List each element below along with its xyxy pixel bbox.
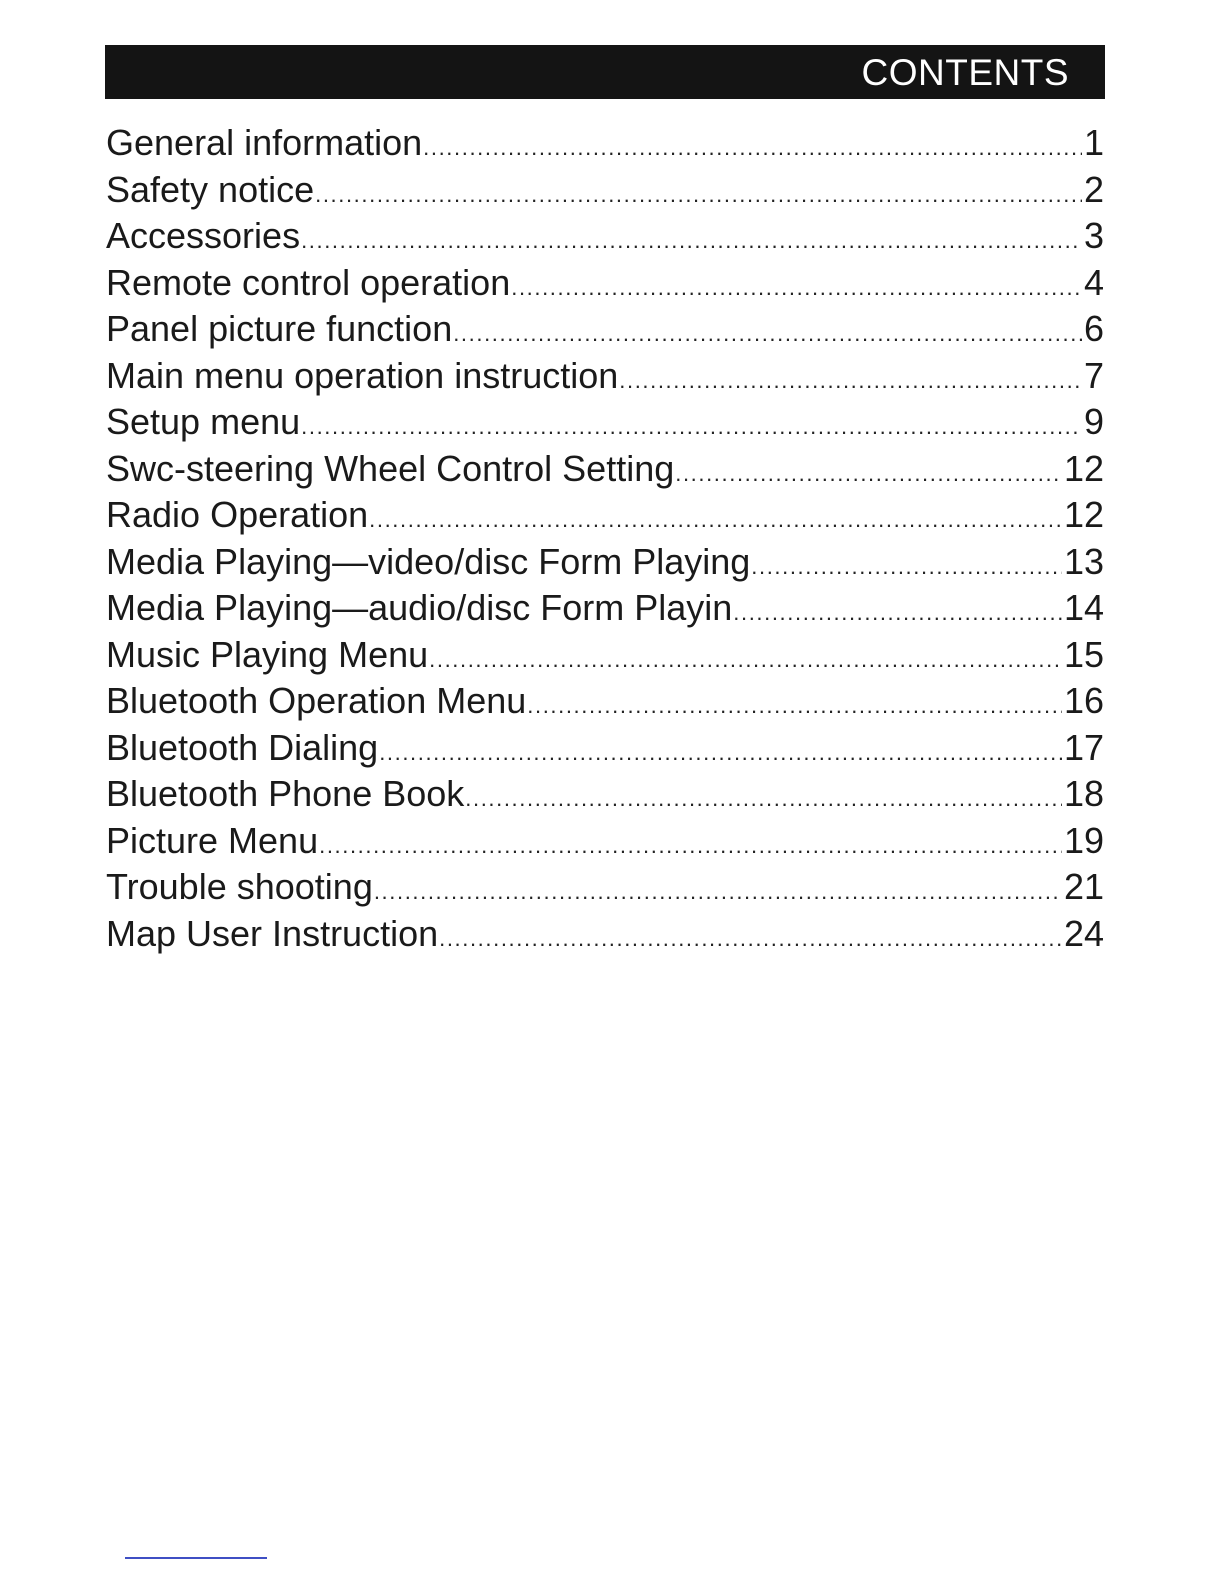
toc-dot-leader [439, 916, 1062, 962]
contents-header-bar [105, 45, 1105, 99]
toc-dot-leader [511, 265, 1082, 311]
toc-entry-page: 24 [1063, 912, 1104, 954]
table-of-contents [106, 120, 1104, 957]
toc-entry-page: 2 [1083, 168, 1104, 210]
toc-entry-picture-menu[interactable] [106, 818, 1104, 865]
toc-entry-title: Bluetooth Phone Book [106, 773, 465, 814]
toc-entry-general-information[interactable] [106, 120, 1104, 167]
toc-entry-radio-operation[interactable] [106, 492, 1104, 539]
toc-entry-panel-picture-function[interactable] [106, 306, 1104, 353]
toc-entry-title: Safety notice [106, 168, 315, 210]
toc-dot-leader [374, 869, 1062, 915]
toc-entry-page: 21 [1063, 866, 1104, 907]
toc-dot-leader [301, 218, 1082, 264]
toc-entry-accessories[interactable] [106, 213, 1104, 260]
toc-entry-page: 1 [1083, 122, 1104, 163]
toc-entry-bluetooth-phone-book[interactable] [106, 771, 1104, 818]
toc-dot-leader [465, 776, 1062, 822]
toc-entry-media-video-disc[interactable] [106, 539, 1104, 586]
toc-entry-page: 9 [1083, 401, 1104, 442]
toc-entry-trouble-shooting[interactable] [106, 864, 1104, 911]
toc-entry-page: 19 [1063, 819, 1104, 861]
toc-entry-title: Bluetooth Operation Menu [106, 680, 527, 721]
toc-dot-leader [527, 683, 1062, 729]
toc-entry-title: Main menu operation instruction [106, 354, 619, 396]
toc-entry-page: 6 [1083, 308, 1104, 349]
footer-rule [125, 1557, 267, 1559]
toc-dot-leader [423, 125, 1082, 171]
toc-entry-map-user-instruction[interactable] [106, 911, 1104, 958]
toc-entry-page: 7 [1083, 354, 1104, 396]
toc-entry-title: General information [106, 122, 423, 163]
toc-entry-bluetooth-dialing[interactable] [106, 725, 1104, 772]
toc-entry-page: 16 [1063, 680, 1104, 721]
toc-entry-steering-wheel-control[interactable] [106, 446, 1104, 493]
toc-entry-title: Panel picture function [106, 308, 453, 349]
toc-entry-bluetooth-operation-menu[interactable] [106, 678, 1104, 725]
toc-entry-title: Media Playing—video/disc Form Playing [106, 540, 751, 582]
toc-entry-title: Bluetooth Dialing [106, 726, 379, 768]
toc-dot-leader [315, 172, 1082, 218]
toc-dot-leader [453, 311, 1082, 357]
toc-entry-page: 12 [1063, 447, 1104, 489]
toc-entry-main-menu-operation[interactable] [106, 353, 1104, 400]
toc-dot-leader [379, 730, 1062, 776]
toc-dot-leader [675, 451, 1062, 497]
toc-entry-title: Media Playing—audio/disc Form Playin [106, 587, 733, 628]
toc-entry-title: Trouble shooting [106, 866, 373, 907]
toc-entry-page: 15 [1063, 633, 1104, 675]
toc-entry-remote-control-operation[interactable] [106, 260, 1104, 307]
toc-entry-page: 17 [1063, 726, 1104, 768]
toc-dot-leader [733, 590, 1062, 636]
toc-dot-leader [619, 358, 1082, 404]
toc-entry-title: Accessories [106, 215, 301, 256]
toc-entry-page: 13 [1063, 540, 1104, 582]
toc-entry-page: 12 [1063, 494, 1104, 535]
toc-entry-media-audio-disc[interactable] [106, 585, 1104, 632]
toc-entry-page: 18 [1063, 773, 1104, 814]
toc-entry-page: 14 [1063, 587, 1104, 628]
toc-entry-title: Map User Instruction [106, 912, 439, 954]
toc-entry-title: Radio Operation [106, 494, 369, 535]
toc-entry-music-playing-menu[interactable] [106, 632, 1104, 679]
toc-dot-leader [369, 497, 1062, 543]
toc-dot-leader [301, 404, 1082, 450]
toc-dot-leader [429, 637, 1062, 683]
toc-entry-setup-menu[interactable] [106, 399, 1104, 446]
toc-entry-title: Picture Menu [106, 819, 319, 861]
toc-entry-title: Remote control operation [106, 261, 511, 303]
toc-dot-leader [319, 823, 1062, 869]
toc-entry-page: 3 [1083, 215, 1104, 256]
toc-entry-safety-notice[interactable] [106, 167, 1104, 214]
toc-entry-title: Setup menu [106, 401, 301, 442]
toc-entry-page: 4 [1083, 261, 1104, 303]
toc-dot-leader [751, 544, 1062, 590]
toc-entry-title: Swc-steering Wheel Control Setting [106, 447, 675, 489]
toc-entry-title: Music Playing Menu [106, 633, 429, 675]
contents-heading: CONTENTS [861, 52, 1069, 93]
